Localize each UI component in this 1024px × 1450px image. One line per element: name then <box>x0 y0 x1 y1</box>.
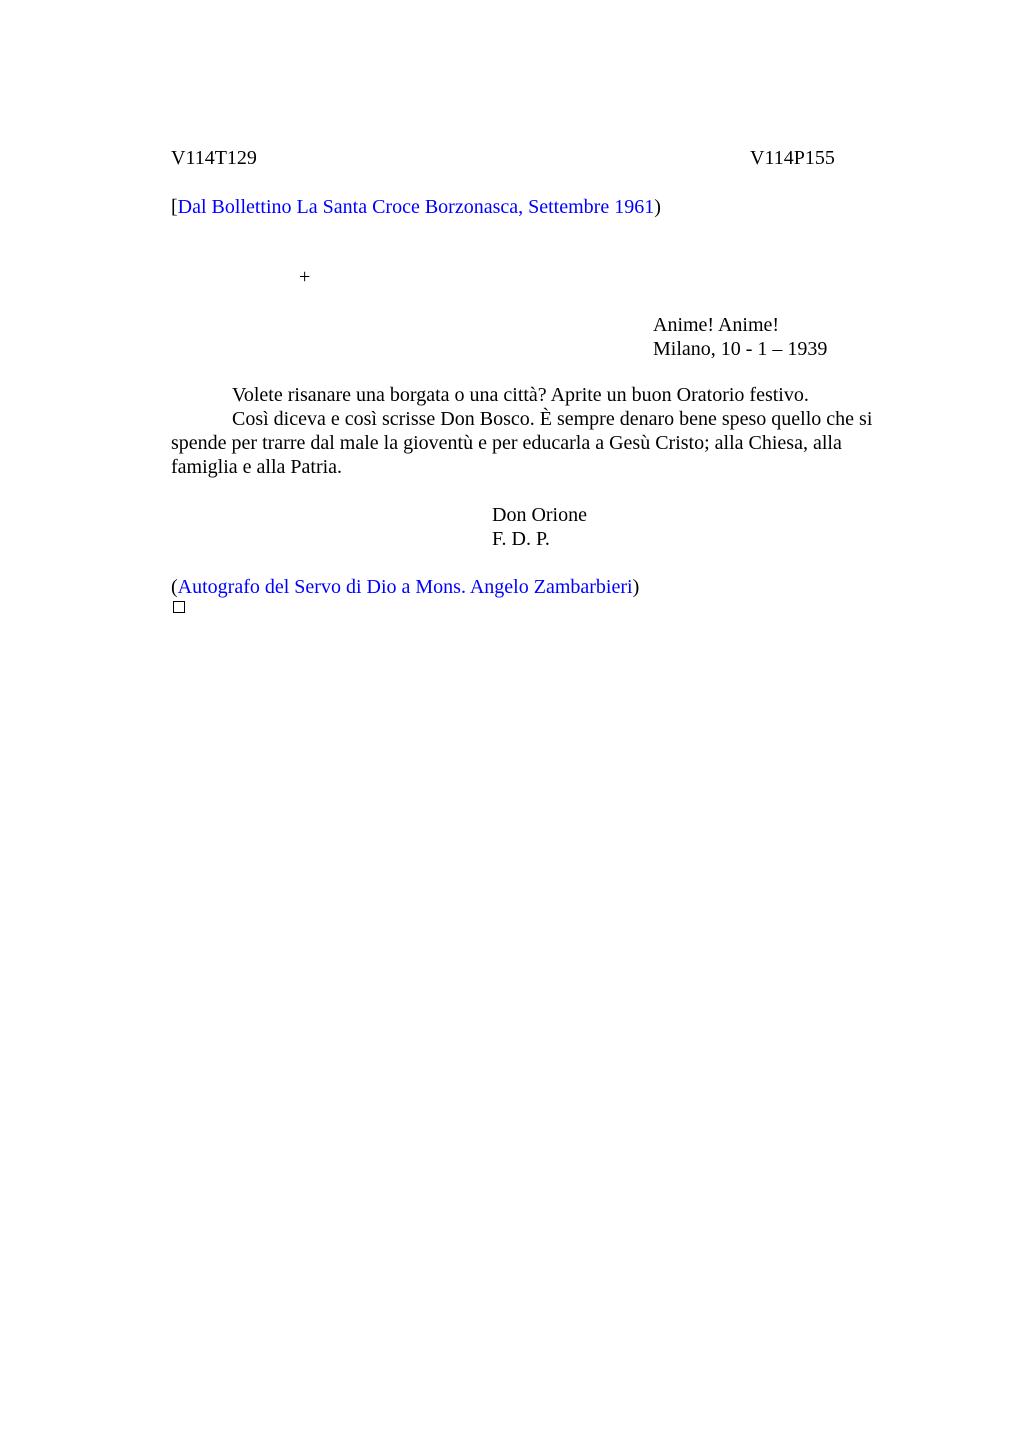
note-reference: Autografo del Servo di Dio a Mons. Angelo Zambarbieri <box>177 576 633 598</box>
letter-body <box>171 383 901 479</box>
signature-initials: F. D. P. <box>492 528 550 550</box>
place-date: Milano, 10 - 1 – 1939 <box>653 338 828 360</box>
body-paragraph-1: Volete risanare una borgata o una città? Aprite un buon Oratorio festivo. <box>232 384 809 406</box>
source-note <box>171 575 639 599</box>
source-line <box>171 195 661 219</box>
document-code-right: V114P155 <box>750 147 835 169</box>
signature-name: Don Orione <box>492 504 587 526</box>
heading-exclamation: Anime! Anime! <box>653 314 780 336</box>
cross-symbol: + <box>299 266 311 288</box>
end-mark-box <box>173 601 185 613</box>
note-open-paren: ( <box>171 576 178 598</box>
source-open-bracket: [ <box>171 196 178 218</box>
document-code-left: V114T129 <box>171 147 257 169</box>
note-close-paren: ) <box>632 576 640 598</box>
body-paragraph-2: Così diceva e così scrisse Don Bosco. È sempre denaro bene speso quello che si spende per trarre dal male la gioventù e per educarla a Gesù Cristo; alla Chiesa, alla famiglia e alla Patria. <box>171 408 873 478</box>
source-reference: Dal Bollettino La Santa Croce Borzonasca, Settembre 1961 <box>177 196 655 218</box>
source-close-paren: ) <box>654 196 661 218</box>
